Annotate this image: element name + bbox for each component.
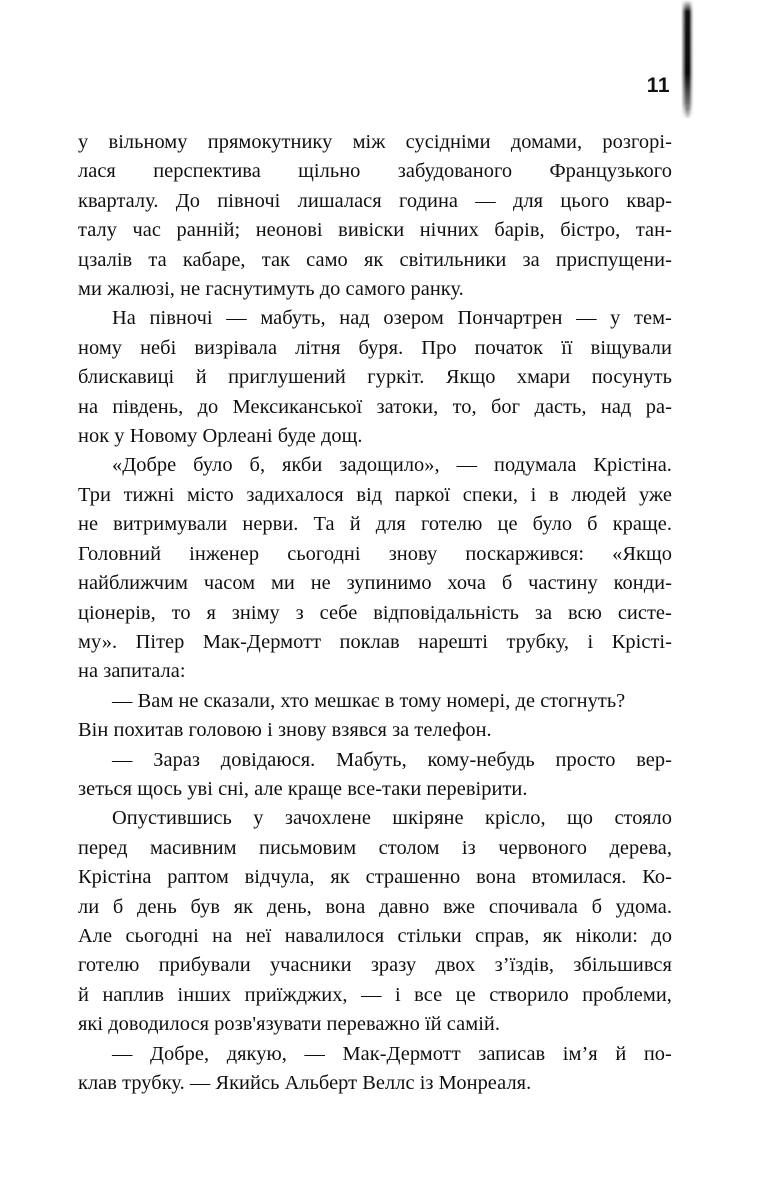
word: нічних [419, 219, 479, 242]
text-line [78, 510, 672, 539]
word: все [414, 983, 443, 1006]
word: зразу [370, 954, 417, 977]
word: удома. [615, 895, 672, 918]
text-line: Він похитав головою і знову взявся за телефон. [78, 719, 492, 742]
word: давно [379, 895, 430, 918]
word: столом [378, 836, 440, 859]
word: щільно [298, 160, 361, 183]
text-line: нок у Новому Орлеані буде дощ. [78, 425, 363, 448]
word: довідаюся. [220, 748, 316, 771]
word: інших [177, 983, 232, 1006]
text-line [78, 628, 672, 657]
word: — [456, 454, 478, 477]
word: Три [78, 483, 111, 506]
word: — [475, 189, 496, 212]
word: на [78, 395, 99, 418]
word: по- [643, 1042, 672, 1065]
word: часом [203, 572, 256, 595]
word: поскаржився: [465, 542, 585, 565]
word: що [567, 807, 594, 830]
word: зніму [231, 601, 280, 624]
word: талу [78, 219, 117, 242]
word: тем- [634, 307, 672, 330]
word: лишалася [297, 189, 382, 212]
word: хмари [516, 366, 571, 389]
word: Ко- [642, 866, 672, 889]
text-line [78, 834, 672, 863]
word: записав [478, 1042, 546, 1065]
word: перед [78, 836, 128, 859]
word: Головний [78, 542, 162, 565]
word: ім’я [562, 1042, 598, 1065]
word: і [587, 630, 594, 653]
word: найближчим [78, 572, 188, 595]
word: шкіряне [392, 807, 464, 830]
scan-edge-shadow-artifact [681, 0, 694, 118]
word: приглушений [228, 366, 346, 389]
word: як [542, 924, 563, 947]
word: поклав [339, 630, 400, 653]
word: півночі [217, 189, 281, 212]
word: — [226, 307, 247, 330]
paragraph [78, 687, 672, 716]
text-line [78, 804, 672, 833]
body-text-block [78, 128, 672, 1098]
text-line [78, 481, 672, 510]
word: ра- [645, 395, 672, 418]
word: не [78, 513, 99, 536]
word: вже [443, 895, 476, 918]
word: приспущени- [555, 248, 672, 271]
text-line [78, 540, 672, 569]
word: втомилася. [531, 866, 627, 889]
word: відчула, [244, 866, 315, 889]
word: На [112, 307, 136, 330]
word: — [304, 1042, 325, 1065]
word: зупинимо [346, 572, 432, 595]
word: трубку, [506, 630, 570, 653]
word: віщували [590, 336, 672, 359]
word: цзалів [78, 248, 133, 271]
word: гуркіт. [367, 366, 425, 389]
word: із [461, 836, 476, 859]
word: південь, [112, 395, 184, 418]
word: година [399, 189, 459, 212]
word: Добре, [150, 1042, 210, 1065]
word: готелю [78, 954, 140, 977]
word: вільному [108, 131, 188, 153]
word: стільки [397, 924, 462, 947]
text-line: на запитала: [78, 660, 186, 683]
word: просто [555, 748, 616, 771]
paragraph [78, 716, 672, 745]
word: ному [78, 336, 123, 359]
word: учасники [269, 954, 352, 977]
word: Крісті- [611, 630, 672, 653]
word: раптом [167, 866, 229, 889]
word: кабаре, [182, 248, 246, 271]
word: вер- [636, 748, 672, 771]
word: до [197, 395, 219, 418]
word: письмовим [259, 836, 357, 859]
text-line [78, 363, 672, 392]
text-line [78, 216, 672, 245]
word: в [549, 483, 559, 506]
word: систе- [617, 601, 672, 624]
text-line [78, 1040, 672, 1069]
word: Зараз [153, 748, 201, 771]
word: приїжджих, [244, 983, 348, 1006]
word: подумала [493, 454, 577, 477]
word: масивним [150, 836, 237, 859]
word: себе [319, 601, 358, 624]
word: паркої [394, 483, 451, 506]
word: і [530, 483, 537, 506]
paragraph [78, 804, 672, 1039]
word: світильники [399, 248, 507, 271]
word: бістро, [560, 219, 621, 242]
text-line [78, 981, 672, 1010]
text-line [78, 893, 672, 922]
word: задихалося [246, 483, 344, 506]
word: за [522, 248, 540, 271]
word: Якщо [445, 366, 496, 389]
word: вона [476, 866, 516, 889]
word: кварталу. [78, 189, 159, 212]
word: мабуть, [260, 307, 326, 330]
word: барів, [494, 219, 545, 242]
word: над [600, 395, 632, 418]
word: ціонерів, [78, 601, 156, 624]
word: Крістіна [78, 866, 152, 889]
word: небі [140, 336, 177, 359]
word: б [112, 895, 124, 918]
word: як [233, 895, 254, 918]
word: відповідальність [373, 601, 520, 624]
word: б [501, 572, 513, 595]
word: тижні [123, 483, 175, 506]
word: це [497, 513, 518, 536]
word: день, [266, 895, 312, 918]
word: й [195, 366, 207, 389]
word: це [455, 983, 476, 1006]
word: то, [452, 395, 477, 418]
word: забудованого [397, 160, 513, 183]
word: хоча [447, 572, 487, 595]
text-line [78, 951, 672, 980]
word: для [375, 513, 406, 536]
word: визрівала [194, 336, 278, 359]
word: Крістіна. [593, 454, 672, 477]
word: кому-небудь [427, 748, 535, 771]
word: Пончартрен [457, 307, 563, 330]
text-line [78, 922, 672, 951]
word: на [212, 924, 233, 947]
word: знову [388, 542, 438, 565]
word: бог [491, 395, 521, 418]
word: буря. [358, 336, 404, 359]
word: страшенно [365, 866, 461, 889]
word: й [78, 983, 89, 1006]
word: ми [270, 572, 295, 595]
word: б [591, 895, 602, 918]
word: стояло [614, 807, 672, 830]
word: нерви. [242, 513, 299, 536]
word: якби [282, 454, 323, 477]
text-line: клав трубку. — Якийсь Альберт Веллс із Монреаля. [78, 1072, 532, 1094]
word: Пітер [135, 630, 185, 653]
word: так [261, 248, 291, 271]
text-line [78, 746, 672, 775]
word: як [330, 866, 350, 889]
word: «Якщо [612, 542, 672, 565]
word: півночі [149, 307, 213, 330]
word: — [112, 1042, 133, 1065]
text-line [78, 334, 672, 363]
word: двох [435, 954, 476, 977]
word: Французького [549, 160, 672, 183]
word: за [534, 601, 553, 624]
text-line [78, 246, 672, 275]
word: як [363, 248, 384, 271]
paragraph [78, 746, 672, 805]
word: лася [78, 160, 116, 183]
word: прямокутнику [207, 131, 333, 153]
text-line: які доводилося розв'язувати переважно їй самій. [78, 1013, 501, 1036]
paragraph [78, 451, 672, 686]
word: час [132, 219, 161, 242]
word: та [148, 248, 167, 271]
word: цього [560, 189, 610, 212]
word: і [394, 983, 401, 1006]
word: з [295, 601, 304, 624]
word: до [651, 924, 672, 947]
word: — [112, 748, 133, 771]
word: частину [528, 572, 598, 595]
word: для [513, 189, 544, 212]
word: дасть, [534, 395, 587, 418]
word: й [349, 513, 361, 536]
word: місто [187, 483, 234, 506]
word: людей [571, 483, 627, 506]
word: у [78, 131, 89, 153]
word: перспектива [153, 160, 261, 183]
word: Мабуть, [336, 748, 407, 771]
word: спочивала [488, 895, 578, 918]
text-line [78, 304, 672, 333]
word: був [190, 895, 221, 918]
word: розгорі- [602, 131, 672, 153]
text-line: — Вам не сказали, хто мешкає в тому номері, де стогнуть? [112, 689, 626, 712]
word: крісло, [484, 807, 546, 830]
word: сьогодні [287, 542, 361, 565]
word: у [253, 807, 264, 830]
word: справ, [475, 924, 530, 947]
word: й [615, 1042, 627, 1065]
word: початок [474, 336, 544, 359]
text-line [78, 599, 672, 628]
word: домами, [510, 131, 583, 153]
word: я [206, 601, 216, 624]
word: готелю [420, 513, 483, 536]
word: Опустившись [112, 807, 232, 830]
text-line [78, 569, 672, 598]
word: тан- [635, 219, 672, 242]
word: не [310, 572, 331, 595]
text-line [78, 157, 672, 186]
word: було [193, 454, 233, 477]
word: квар- [626, 189, 672, 212]
word: вивіски [338, 219, 405, 242]
word: «Добре [112, 454, 177, 477]
word: ранній; [176, 219, 241, 242]
word: затоки, [376, 395, 439, 418]
word: прибували [158, 954, 251, 977]
word: її [561, 336, 573, 359]
word: то [171, 601, 191, 624]
text-line [78, 863, 672, 892]
word: день [136, 895, 177, 918]
word: сусідніми [405, 131, 491, 153]
word: проблеми, [582, 983, 672, 1006]
word: нарешті [418, 630, 488, 653]
text-line: ми жалюзі, не гаснутимуть до самого ранку. [78, 278, 464, 301]
page-number: 11 [646, 74, 670, 97]
word: дякую, [226, 1042, 287, 1065]
word: зачохлене [284, 807, 371, 830]
word: — [576, 307, 597, 330]
paragraph [78, 304, 672, 451]
word: Про [421, 336, 457, 359]
word: б, [249, 454, 266, 477]
word: літня [295, 336, 341, 359]
word: задощило», [339, 454, 440, 477]
text-line: зеться щось уві сні, але краще все-таки перевірити. [78, 777, 528, 800]
word: від [356, 483, 383, 506]
word: неї [245, 924, 272, 947]
word: неонові [255, 219, 323, 242]
word: Мексиканської [232, 395, 363, 418]
word: витримували [113, 513, 228, 536]
word: уже [638, 483, 672, 506]
word: у [610, 307, 621, 330]
word: Та [313, 513, 335, 536]
paragraph [78, 1040, 672, 1099]
word: само [306, 248, 348, 271]
word: ли [78, 895, 100, 918]
word: спеки, [462, 483, 518, 506]
word: навалилося [284, 924, 385, 947]
word: вона [325, 895, 366, 918]
word: б [587, 513, 598, 536]
word: Мак-Дермотт [342, 1042, 461, 1065]
paragraph [78, 128, 672, 304]
word: з’їздів, [494, 954, 555, 977]
word: сьогодні [125, 924, 199, 947]
word: Мак-Дермотт [202, 630, 322, 653]
word: червоного [498, 836, 587, 859]
word: було [532, 513, 573, 536]
word: між [352, 131, 386, 153]
word: ніколи: [575, 924, 638, 947]
word: блискавиці [78, 366, 175, 389]
word: краще. [612, 513, 672, 536]
scan-edge-shadow-taper [681, 106, 694, 132]
word: всю [567, 601, 602, 624]
word: му». [78, 630, 118, 653]
word: наплив [102, 983, 165, 1006]
word: інженер [189, 542, 260, 565]
word: збільшився [573, 954, 672, 977]
word: конди- [613, 572, 672, 595]
word: над [339, 307, 370, 330]
word: дерева, [609, 836, 672, 859]
word: До [175, 189, 201, 212]
text-line [78, 393, 672, 422]
text-line [78, 451, 672, 480]
word: — [361, 983, 382, 1006]
word: створило [489, 983, 569, 1006]
word: Але [78, 924, 113, 947]
text-line [78, 128, 672, 157]
word: озером [383, 307, 444, 330]
word: посунуть [591, 366, 672, 389]
text-line [78, 187, 672, 216]
